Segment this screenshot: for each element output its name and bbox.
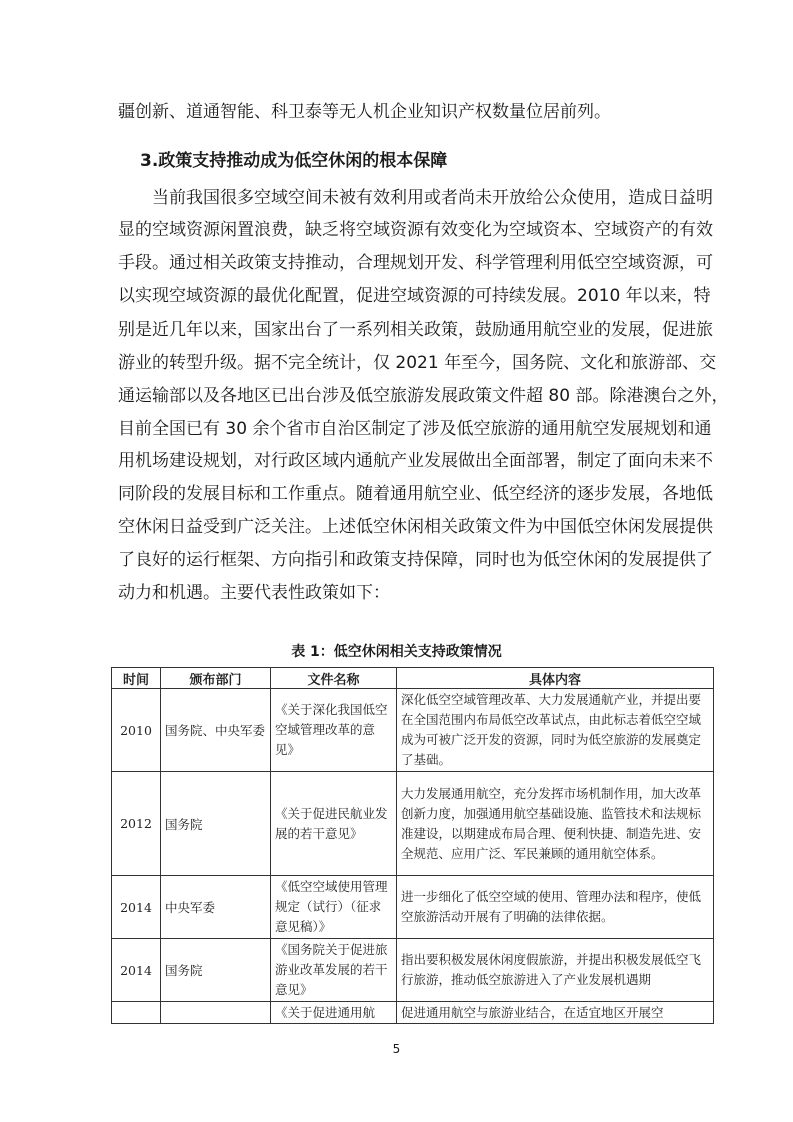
paragraph-line: 别是近几年以来，国家出台了一系列相关政策，鼓励通用航空业的发展，促进旅 xyxy=(118,320,713,340)
header-document: 文件名称 xyxy=(271,668,397,689)
table-caption: 表 1：低空休闲相关支持政策情况 xyxy=(291,644,502,660)
cell-department xyxy=(161,1002,271,1024)
cell-document: 《关于促进通用航 xyxy=(271,1002,397,1024)
intro-text-line: 疆创新、道通智能、科卫泰等无人机企业知识产权数量位居前列。 xyxy=(118,102,611,122)
table-row xyxy=(112,772,714,876)
cell-department: 国务院 xyxy=(161,772,271,876)
header-department: 颁布部门 xyxy=(161,668,271,689)
table-row xyxy=(112,876,714,939)
cell-year xyxy=(112,1002,161,1024)
cell-content: 指出要积极发展休闲度假旅游，并提出积极发展低空飞行旅游，推动低空旅游进入了产业发展机遇期 xyxy=(397,939,714,1002)
cell-content: 进一步细化了低空空域的使用、管理办法和程序，使低空旅游活动开展有了明确的法律依据。 xyxy=(397,876,714,939)
cell-content: 促进通用航空与旅游业结合，在适宜地区开展空 xyxy=(397,1002,714,1024)
cell-content: 深化低空空域管理改革、大力发展通航产业，并提出要在全国范围内布局低空改革试点，由此标志着低空空域成为可被广泛开发的资源，同时为低空旅游的发展奠定了基础。 xyxy=(397,689,714,772)
page-number: 5 xyxy=(392,1042,401,1056)
paragraph-line: 目前全国已有 30 余个省市自治区制定了涉及低空旅游的通用航空发展规划和通 xyxy=(118,419,712,439)
cell-document: 《国务院关于促进旅游业改革发展的若干意见》 xyxy=(271,939,397,1002)
paragraph-line: 空休闲日益受到广泛关注。上述低空休闲相关政策文件为中国低空休闲发展提供 xyxy=(118,517,713,537)
cell-document: 《关于促进民航业发展的若干意见》 xyxy=(271,772,397,876)
cell-year: 2012 xyxy=(112,772,161,876)
paragraph-line: 显的空域资源闲置浪费，缺乏将空域资源有效变化为空域资本、空域资产的有效 xyxy=(118,220,713,240)
cell-content: 大力发展通用航空，充分发挥市场机制作用，加大改革创新力度，加强通用航空基础设施、监管技术和法规标准建设，以期建成布局合理、便利快捷、制造先进、安全规范、应用广泛、军民兼顾的通用航空体系。 xyxy=(397,772,714,876)
cell-document: 《关于深化我国低空空域管理改革的意见》 xyxy=(271,689,397,772)
cell-year: 2010 xyxy=(112,689,161,772)
cell-department: 国务院、中央军委 xyxy=(161,689,271,772)
paragraph-line: 游业的转型升级。据不完全统计，仅 2021 年至今，国务院、文化和旅游部、交 xyxy=(118,353,717,373)
header-time: 时间 xyxy=(112,668,161,689)
table-row xyxy=(112,939,714,1002)
paragraph-line: 当前我国很多空域空间未被有效利用或者尚未开放给公众使用，造成日益明 xyxy=(118,188,713,208)
table-header-row xyxy=(112,668,714,689)
section-heading: 3.政策支持推动成为低空休闲的根本保障 xyxy=(140,151,448,171)
paragraph-line: 同阶段的发展目标和工作重点。随着通用航空业、低空经济的逐步发展，各地低 xyxy=(118,484,713,504)
header-content: 具体内容 xyxy=(397,668,714,689)
table-row xyxy=(112,689,714,772)
cell-department: 中央军委 xyxy=(161,876,271,939)
cell-document: 《低空空域使用管理规定（试行）（征求意见稿）》 xyxy=(271,876,397,939)
cell-year: 2014 xyxy=(112,939,161,1002)
paragraph-line: 以实现空域资源的最优化配置，促进空域资源的可持续发展。2010 年以来，特 xyxy=(118,286,711,306)
paragraph-line: 通运输部以及各地区已出台涉及低空旅游发展政策文件超 80 部。除港澳台之外， xyxy=(118,386,729,406)
paragraph-line: 动力和机遇。主要代表性政策如下： xyxy=(118,583,390,603)
paragraph-line: 了良好的运行框架、方向指引和政策支持保障，同时也为低空休闲的发展提供了 xyxy=(118,550,713,570)
paragraph-line: 手段。通过相关政策支持推动，合理规划开发、科学管理利用低空空域资源，可 xyxy=(118,253,713,273)
table-row xyxy=(112,1002,714,1024)
policy-table xyxy=(111,667,714,1024)
cell-department: 国务院 xyxy=(161,939,271,1002)
cell-year: 2014 xyxy=(112,876,161,939)
paragraph-line: 用机场建设规划，对行政区域内通航产业发展做出全面部署，制定了面向未来不 xyxy=(118,451,713,471)
